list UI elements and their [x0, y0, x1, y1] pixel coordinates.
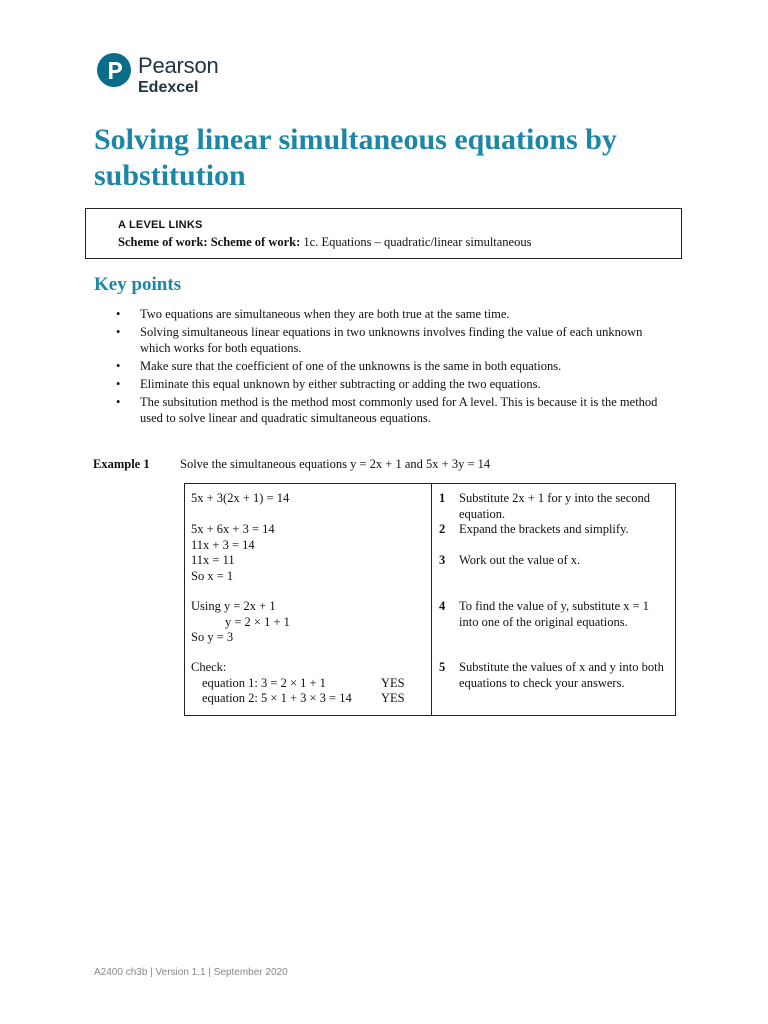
list-item: • Make sure that the coefficient of one of the unknowns is the same in both equations.: [116, 359, 562, 373]
working-line: Check:: [191, 660, 227, 674]
worked-example-table: [184, 483, 676, 716]
a-level-links-box: [85, 208, 682, 259]
list-item: • Eliminate this equal unknown by either subtracting or adding the two equations.: [116, 377, 541, 391]
working-line: equation 2: 5 × 1 + 3 × 3 = 14: [202, 691, 352, 705]
working-line: y = 2 × 1 + 1: [225, 615, 290, 629]
check-result: YES: [381, 691, 405, 705]
example-label: Example 1: [93, 457, 150, 471]
brand-name: Pearson: [138, 53, 219, 78]
links-heading: A LEVEL LINKS: [118, 219, 203, 231]
pearson-p-icon: [97, 53, 131, 87]
step-text: Expand the brackets and simplify.: [459, 522, 629, 536]
step-number: 4: [439, 599, 446, 613]
list-item: • Solving simultaneous linear equations in two unknowns involves finding the value of each unknown which works for both equations.: [116, 325, 643, 355]
step-number: 5: [439, 660, 446, 674]
page-footer: A2400 ch3b | Version 1.1 | September 2020: [94, 967, 288, 978]
bullet-icon: •: [116, 377, 121, 391]
working-line: 11x = 11: [191, 553, 235, 567]
bullet-icon: •: [116, 325, 121, 339]
pearson-logo: [97, 49, 237, 101]
page-title: Solving linear simultaneous equations by substitution: [94, 123, 617, 192]
check-result: YES: [381, 676, 405, 690]
step-text: Substitute the values of x and y into both equations to check your answers.: [459, 660, 664, 690]
step-number: 3: [439, 553, 446, 567]
bullet-icon: •: [116, 395, 121, 409]
key-points-list: [116, 306, 676, 428]
step-number: 2: [439, 522, 446, 536]
step-text: Substitute 2x + 1 for y into the second equation.: [459, 491, 651, 521]
scheme-label-repeat: Scheme of work:: [210, 235, 301, 249]
working-line: equation 1: 3 = 2 × 1 + 1: [202, 676, 326, 690]
scheme-value: 1c. Equations – quadratic/linear simultaneous: [303, 235, 532, 249]
bullet-icon: •: [116, 307, 121, 321]
step-text: Work out the value of x.: [459, 553, 581, 567]
working-line: So x = 1: [191, 569, 234, 583]
working-line: Using y = 2x + 1: [191, 599, 276, 613]
working-line: 5x + 3(2x + 1) = 14: [191, 491, 290, 505]
step-text: To find the value of y, substitute x = 1 into one of the original equations.: [459, 599, 650, 629]
step-number: 1: [439, 491, 446, 505]
sub-brand-name: Edexcel: [138, 79, 199, 96]
example-question: Solve the simultaneous equations y = 2x + 1 and 5x + 3y = 14: [180, 457, 491, 471]
column-divider: [431, 484, 432, 715]
scheme-label: Scheme of work:: [118, 235, 208, 249]
working-line: So y = 3: [191, 630, 234, 644]
bullet-icon: •: [116, 359, 121, 373]
scheme-of-work-line: [118, 235, 531, 250]
key-points-heading: Key points: [94, 274, 182, 295]
list-item: • The subsitution method is the method most commonly used for A level. This is because it is the method used to solve linear and quadratic simultaneous equations.: [116, 395, 658, 425]
working-line: 11x + 3 = 14: [191, 538, 255, 552]
list-item: • Two equations are simultaneous when they are both true at the same time.: [116, 307, 510, 321]
working-line: 5x + 6x + 3 = 14: [191, 522, 275, 536]
